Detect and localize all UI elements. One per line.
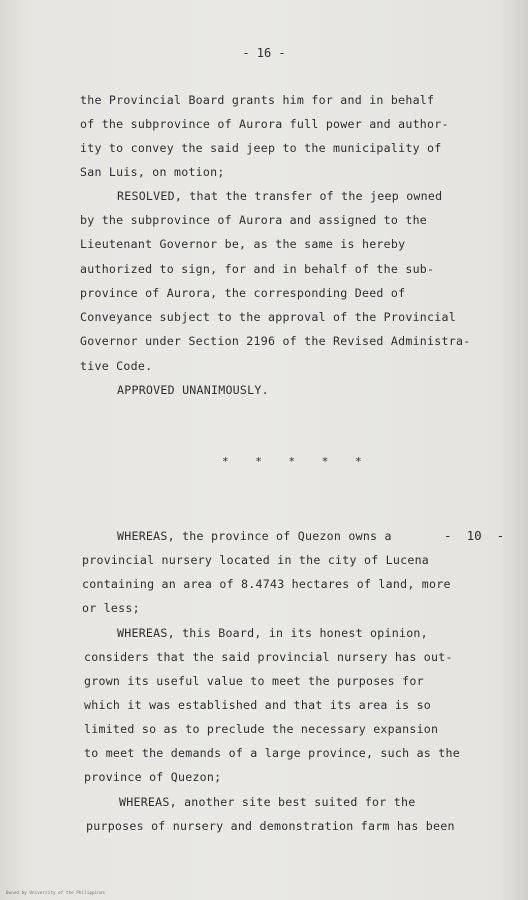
body-line: Lieutenant Governor be, as the same is hereby	[80, 237, 406, 251]
body-line: RESOLVED, that the transfer of the jeep owned	[117, 189, 443, 203]
body-line: province of Aurora, the corresponding Deed of	[80, 286, 406, 300]
margin-number: - 10 -	[444, 528, 505, 543]
body-line: authorized to sign, for and in behalf of the sub-	[80, 262, 435, 276]
body-line: containing an area of 8.4743 hectares of land, more	[82, 577, 451, 591]
body-line: considers that the said provincial nursery has out-	[84, 650, 453, 664]
body-line: WHEREAS, this Board, in its honest opinion,	[117, 626, 428, 640]
body-line: or less;	[82, 601, 140, 615]
body-line: Conveyance subject to the approval of the Provincial	[80, 310, 456, 324]
body-line: of the subprovince of Aurora full power and author-	[80, 117, 449, 131]
body-line: Governor under Section 2196 of the Revised Administra-	[80, 334, 471, 348]
body-line: by the subprovince of Aurora and assigned to the	[80, 213, 428, 227]
body-line: tive Code.	[80, 359, 153, 373]
body-line: limited so as to preclude the necessary expansion	[84, 722, 439, 736]
body-line: to meet the demands of a large province, such as the	[84, 746, 460, 760]
body-line: WHEREAS, the province of Quezon owns a	[117, 529, 392, 543]
body-line: purposes of nursery and demonstration farm has been	[86, 819, 455, 833]
body-line: province of Quezon;	[84, 770, 222, 784]
archive-footer: Owned by University of the Philippines	[6, 890, 106, 895]
page-number: - 16 -	[242, 46, 286, 60]
body-line: grown its useful value to meet the purposes for	[84, 674, 424, 688]
approval-line: APPROVED UNANIMOUSLY.	[117, 383, 269, 397]
body-line: ity to convey the said jeep to the municipality of	[80, 141, 442, 155]
body-line: provincial nursery located in the city of Lucena	[82, 553, 430, 567]
body-line: San Luis, on motion;	[80, 165, 225, 179]
body-line: WHEREAS, another site best suited for the	[119, 795, 416, 809]
body-line: which it was established and that its area is so	[84, 698, 432, 712]
body-line: the Provincial Board grants him for and in behalf	[80, 93, 435, 107]
section-separator: * * * * *	[222, 455, 372, 468]
